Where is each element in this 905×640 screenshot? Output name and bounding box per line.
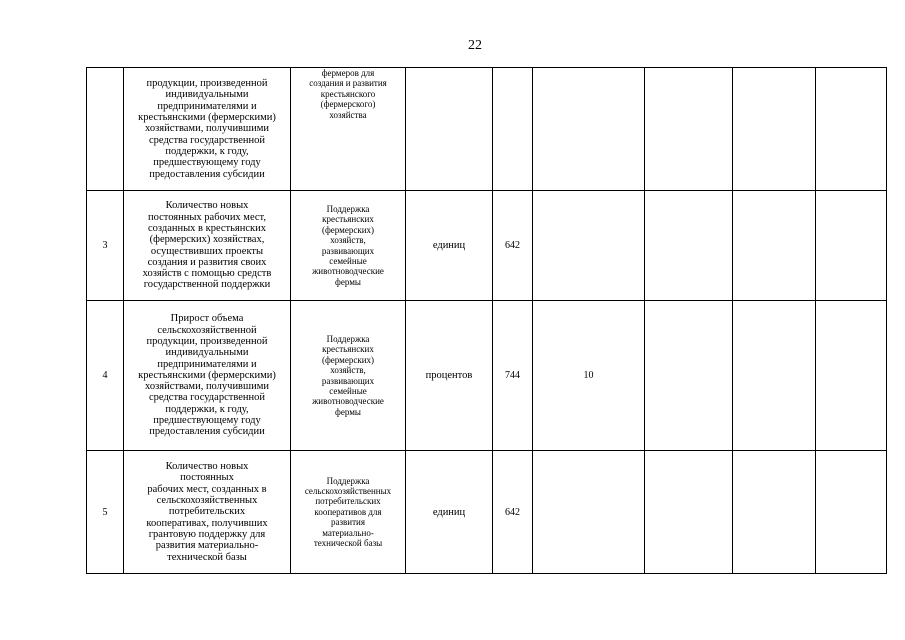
- unit-cell: процентов: [406, 301, 493, 451]
- program-line: Поддержка: [326, 333, 370, 344]
- unit-code-cell: [493, 68, 533, 191]
- indicator-name: [124, 68, 291, 191]
- indicator-line: предшествующему году: [153, 415, 261, 427]
- empty-cell: [733, 68, 816, 191]
- program-line: Поддержка: [326, 475, 370, 486]
- program-line: (фермерских): [321, 224, 375, 235]
- empty-cell: [816, 451, 887, 574]
- row-number: 3: [87, 191, 124, 301]
- program-line: семейные: [329, 385, 367, 396]
- indicator-line: хозяйствами, получившими: [145, 381, 269, 393]
- empty-cell: [645, 191, 733, 301]
- indicator-line: сельскохозяйственной: [157, 324, 257, 336]
- indicator-line: создания и развития своих: [147, 256, 267, 268]
- indicator-line: осуществивших проекты: [150, 245, 264, 257]
- indicator-line: предпринимателями и: [157, 358, 257, 370]
- value-cell: [533, 191, 645, 301]
- program-line: хозяйств,: [330, 235, 366, 246]
- indicator-line: постоянных рабочих мест,: [148, 211, 266, 223]
- value-cell: [533, 68, 645, 191]
- program-line: материально-: [322, 527, 374, 538]
- indicator-line: кооперативах, получивших: [146, 517, 268, 529]
- program-line: семейные: [329, 255, 367, 266]
- indicator-line: предпринимателями и: [157, 100, 257, 112]
- program-line: фермеров для: [321, 68, 375, 78]
- empty-cell: [645, 301, 733, 451]
- empty-cell: [733, 301, 816, 451]
- unit-cell: единиц: [406, 191, 493, 301]
- indicators-table: [86, 67, 887, 574]
- row-number: 5: [87, 451, 124, 574]
- unit-code-cell: 744: [493, 301, 533, 451]
- program-line: (фермерского): [320, 99, 376, 110]
- indicator-line: индивидуальными: [165, 89, 249, 101]
- empty-cell: [733, 451, 816, 574]
- indicator-line: средства государственной: [149, 392, 265, 404]
- program-line: (фермерских): [321, 354, 375, 365]
- row-number: [87, 68, 124, 191]
- program-line: животноводческие: [312, 396, 384, 407]
- indicator-line: Количество новых: [165, 200, 249, 212]
- program-line: хозяйств,: [330, 365, 366, 376]
- program-name: [291, 68, 406, 191]
- unit-code-cell: 642: [493, 451, 533, 574]
- empty-cell: [645, 68, 733, 191]
- empty-cell: [733, 191, 816, 301]
- program-line: крестьянских: [322, 214, 374, 225]
- unit-code-cell: 642: [493, 191, 533, 301]
- indicator-line: крестьянскими (фермерскими): [138, 112, 276, 124]
- value-cell: [533, 451, 645, 574]
- empty-cell: [816, 68, 887, 191]
- indicator-line: Количество новых: [165, 461, 249, 473]
- indicator-name: [124, 451, 291, 574]
- indicator-line: Прирост объема: [170, 313, 244, 325]
- program-line: крестьянских: [322, 344, 374, 355]
- indicator-line: предоставления субсидии: [149, 426, 265, 438]
- indicator-line: средства государственной: [149, 134, 265, 146]
- indicator-line: поддержки, к году,: [165, 403, 249, 415]
- program-line: Поддержка: [326, 203, 370, 214]
- table-row: [87, 451, 887, 574]
- program-line: крестьянского: [320, 88, 376, 99]
- program-line: хозяйства: [329, 109, 367, 120]
- program-name: [291, 191, 406, 301]
- program-line: развивающих: [321, 245, 375, 256]
- indicator-line: развития материально-: [155, 540, 259, 552]
- program-line: развития: [330, 517, 365, 528]
- program-line: фермы: [335, 276, 361, 287]
- program-line: фермы: [335, 406, 361, 417]
- value-cell: 10: [533, 301, 645, 451]
- program-line: потребительских: [315, 496, 381, 507]
- program-line: создания и развития: [309, 78, 387, 89]
- program-line: технической базы: [313, 538, 383, 549]
- indicator-line: государственной поддержки: [143, 279, 271, 291]
- indicator-line: продукции, произведенной: [146, 78, 268, 90]
- program-line: развивающих: [321, 375, 375, 386]
- indicator-line: хозяйств с помощью средств: [142, 268, 272, 280]
- empty-cell: [645, 451, 733, 574]
- indicator-line: продукции, произведенной: [146, 335, 268, 347]
- indicator-line: рабочих мест, созданных в: [147, 483, 267, 495]
- program-line: кооперативов для: [314, 506, 382, 517]
- unit-cell: [406, 68, 493, 191]
- indicator-line: грантовую поддержку для: [148, 528, 266, 540]
- indicator-line: технической базы: [167, 551, 247, 563]
- indicator-line: хозяйствами, получившими: [145, 123, 269, 135]
- empty-cell: [816, 191, 887, 301]
- indicator-line: созданных в крестьянских: [147, 222, 266, 234]
- indicator-line: предоставления субсидии: [149, 168, 265, 180]
- indicator-line: предшествующему году: [153, 157, 261, 169]
- indicator-line: индивидуальными: [165, 347, 249, 359]
- indicator-line: потребительских: [168, 506, 246, 518]
- program-name: [291, 301, 406, 451]
- program-line: сельскохозяйственных: [304, 485, 392, 496]
- unit-cell: единиц: [406, 451, 493, 574]
- indicator-name: [124, 191, 291, 301]
- program-line: животноводческие: [312, 266, 384, 277]
- empty-cell: [816, 301, 887, 451]
- indicator-line: крестьянскими (фермерскими): [138, 369, 276, 381]
- indicator-name: [124, 301, 291, 451]
- program-name: [291, 451, 406, 574]
- indicator-line: поддержки, к году,: [165, 145, 249, 157]
- indicator-line: (фермерских) хозяйствах,: [149, 234, 265, 246]
- indicator-line: сельскохозяйственных: [156, 495, 258, 507]
- row-number: 4: [87, 301, 124, 451]
- table-row: [87, 301, 887, 451]
- indicator-line: постоянных: [180, 472, 234, 484]
- page-number: 22: [468, 38, 482, 53]
- table-row: [87, 68, 887, 191]
- table-row: [87, 191, 887, 301]
